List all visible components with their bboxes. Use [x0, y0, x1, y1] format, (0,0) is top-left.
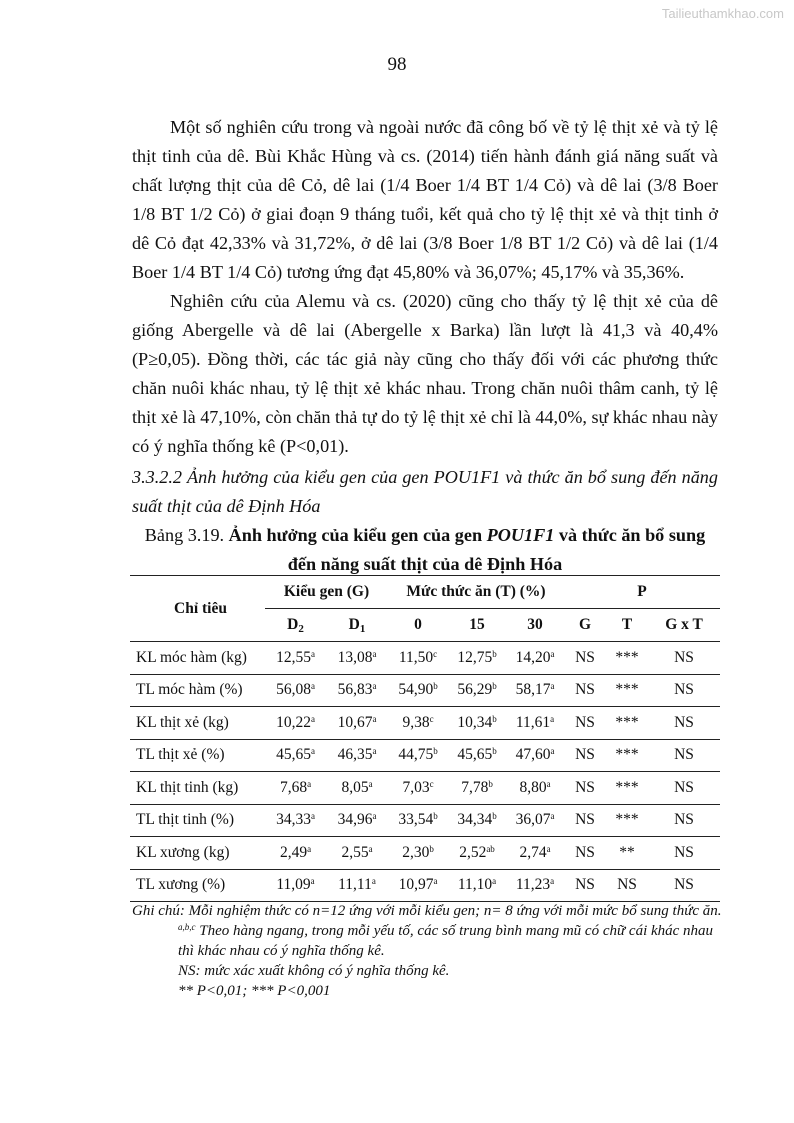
col-header-feed-level: 0	[388, 609, 448, 642]
col-header-feed-level: 15	[448, 609, 506, 642]
p-value-cell: ***	[606, 642, 648, 675]
caption-title-a: Ảnh hưởng của kiểu gen của gen	[228, 525, 487, 545]
value-cell	[388, 869, 448, 902]
row-label: TL thịt tinh (%)	[130, 804, 265, 837]
value-cell	[388, 837, 448, 870]
value-cell	[388, 804, 448, 837]
cell-superscript: a	[310, 876, 315, 887]
value-cell	[265, 642, 326, 675]
cell-superscript: a	[550, 811, 555, 822]
table-row	[130, 707, 720, 740]
genotype-subscript: 2	[298, 623, 304, 635]
page-number: 98	[387, 54, 407, 75]
col-header-indicator: Chỉ tiêu	[130, 576, 265, 642]
cell-value: 2,30	[402, 843, 430, 861]
col-header-genotype	[326, 609, 388, 642]
cell-superscript: a	[372, 713, 377, 724]
row-label: KL thịt tinh (kg)	[130, 772, 265, 805]
cell-value: 34,34	[457, 811, 493, 829]
cell-superscript: ab	[486, 843, 495, 854]
cell-value: 12,75	[457, 648, 493, 666]
cell-superscript: a	[550, 648, 555, 659]
cell-value: 54,90	[398, 681, 434, 699]
p-value-cell: ***	[606, 707, 648, 740]
p-value-cell: NS	[606, 869, 648, 902]
value-cell	[448, 642, 506, 675]
p-value-cell: NS	[564, 837, 606, 870]
cell-superscript: a	[433, 876, 438, 887]
cell-value: 2,52	[459, 843, 487, 861]
row-label: TL thịt xẻ (%)	[130, 739, 265, 772]
value-cell	[448, 837, 506, 870]
col-header-p: T	[606, 609, 648, 642]
value-cell	[326, 674, 388, 707]
paragraph-1: Một số nghiên cứu trong và ngoài nước đã công bố về tỷ lệ thịt xẻ và tỷ lệ thịt tinh của dê. Bùi Khắc Hùng và cs. (2014) tiến hành đánh giá năng suất và chất lượng thịt của dê Cỏ, dê lai (1/4 Boer 1/4 BT 1/4 Cỏ) và dê lai (3/8 Boer 1/8 BT 1/2 Cỏ) ở giai đoạn 9 tháng tuổi, kết quả cho tỷ lệ thịt xẻ và thịt tinh ở dê Cỏ đạt 42,33% và 31,72%, ở dê lai (3/8 Boer 1/8 BT 1/2 Cỏ) và dê lai (1/4 Boer 1/4 BT 1/4 Cỏ) tương ứng đạt 45,80% và 36,07%; 45,17% và 35,36%.	[132, 117, 718, 282]
value-cell	[448, 869, 506, 902]
value-cell	[265, 869, 326, 902]
cell-superscript: a	[372, 811, 377, 822]
cell-value: 11,09	[276, 876, 311, 894]
cell-superscript: b	[429, 843, 434, 854]
value-cell	[265, 707, 326, 740]
cell-superscript: a	[550, 681, 555, 692]
col-group-p: P	[564, 576, 720, 609]
cell-superscript: c	[433, 648, 438, 659]
cell-value: 10,34	[457, 713, 493, 731]
cell-superscript: a	[550, 746, 555, 757]
p-value-cell: NS	[648, 869, 720, 902]
section-subheading: 3.3.2.2 Ảnh hưởng của kiểu gen của gen POU1F1 và thức ăn bổ sung đến năng suất thịt của dê Định Hóa	[132, 467, 718, 516]
genotype-letter: D	[287, 616, 299, 633]
cell-value: 33,54	[398, 811, 434, 829]
cell-superscript: b	[492, 713, 497, 724]
col-header-feed-level: 30	[506, 609, 564, 642]
cell-superscript: a	[492, 876, 497, 887]
cell-superscript: a	[310, 681, 315, 692]
cell-superscript: b	[492, 811, 497, 822]
cell-superscript: c	[429, 713, 434, 724]
cell-value: 56,29	[457, 681, 493, 699]
value-cell	[388, 707, 448, 740]
caption-gene: POU1F1	[486, 525, 555, 545]
p-value-cell: NS	[648, 674, 720, 707]
table-row	[130, 739, 720, 772]
p-value-cell: NS	[564, 772, 606, 805]
row-label: KL xương (kg)	[130, 837, 265, 870]
cell-value: 56,08	[276, 681, 311, 699]
cell-value: 9,38	[402, 713, 430, 731]
p-value-cell: NS	[564, 707, 606, 740]
note-line-3: NS: mức xác xuất không có ý nghĩa thống kê.	[178, 963, 450, 979]
p-value-cell: NS	[564, 739, 606, 772]
p-value-cell: **	[606, 837, 648, 870]
value-cell	[326, 869, 388, 902]
value-cell	[506, 642, 564, 675]
cell-superscript: a	[372, 648, 377, 659]
cell-superscript: a	[307, 778, 312, 789]
value-cell	[388, 739, 448, 772]
table-notes	[132, 901, 732, 1001]
cell-superscript: a	[307, 843, 312, 854]
table-row	[130, 642, 720, 675]
value-cell	[388, 642, 448, 675]
cell-value: 56,83	[337, 681, 373, 699]
cell-superscript: b	[433, 746, 438, 757]
cell-value: 11,23	[515, 876, 551, 894]
genotype-subscript: 1	[359, 623, 366, 635]
cell-value: 2,74	[519, 843, 547, 861]
cell-value: 11,11	[338, 876, 372, 894]
value-cell	[326, 837, 388, 870]
cell-value: 11,50	[398, 648, 434, 666]
table-row	[130, 804, 720, 837]
cell-value: 7,03	[402, 778, 430, 796]
col-group-genotype: Kiểu gen (G)	[265, 576, 388, 609]
cell-value: 47,60	[515, 746, 551, 764]
value-cell	[448, 739, 506, 772]
value-cell	[506, 707, 564, 740]
value-cell	[265, 804, 326, 837]
cell-superscript: a	[310, 746, 315, 757]
p-value-cell: NS	[564, 804, 606, 837]
cell-value: 10,97	[398, 876, 434, 894]
cell-superscript: a	[372, 681, 377, 692]
genotype-letter: D	[348, 616, 360, 633]
watermark: Tailieuthamkhao.com	[661, 6, 784, 21]
cell-superscript: a	[546, 843, 551, 854]
table-caption	[130, 521, 720, 579]
table-row	[130, 674, 720, 707]
p-value-cell: NS	[648, 772, 720, 805]
value-cell	[448, 674, 506, 707]
cell-value: 8,05	[341, 778, 369, 796]
caption-title-b: và thức ăn bổ sung đến năng suất thịt của dê Định Hóa	[287, 525, 706, 574]
value-cell	[448, 804, 506, 837]
col-header-genotype	[265, 609, 326, 642]
note-line-2-text: Theo hàng ngang, trong mỗi yếu tố, các số trung bình mang mũ có chữ cái khác nhau thì khác nhau có ý nghĩa thống kê.	[178, 923, 714, 959]
caption-prefix: Bảng 3.19.	[144, 525, 229, 545]
p-value-cell: NS	[648, 804, 720, 837]
note-line-1: Ghi chú: Mỗi nghiệm thức có n=12 ứng với mỗi kiểu gen; n= 8 ứng với mỗi mức bổ sung thức ăn.	[132, 903, 722, 919]
value-cell	[265, 837, 326, 870]
cell-superscript: b	[433, 681, 438, 692]
value-cell	[506, 772, 564, 805]
cell-value: 2,55	[341, 843, 369, 861]
cell-superscript: b	[492, 648, 497, 659]
note-line-2	[132, 921, 732, 961]
p-value-cell: NS	[564, 869, 606, 902]
cell-superscript: a	[368, 843, 373, 854]
cell-value: 46,35	[337, 746, 373, 764]
p-value-cell: NS	[564, 674, 606, 707]
note-line-4: ** P<0,01; *** P<0,001	[178, 983, 331, 999]
p-value-cell: ***	[606, 674, 648, 707]
row-label: TL móc hàm (%)	[130, 674, 265, 707]
cell-value: 58,17	[515, 681, 551, 699]
cell-superscript: a	[550, 713, 555, 724]
cell-superscript: a	[372, 746, 377, 757]
value-cell	[388, 772, 448, 805]
value-cell	[506, 674, 564, 707]
cell-value: 45,65	[276, 746, 311, 764]
value-cell	[506, 869, 564, 902]
cell-value: 36,07	[515, 811, 551, 829]
cell-superscript: b	[488, 778, 493, 789]
cell-value: 10,22	[276, 713, 311, 731]
p-value-cell: ***	[606, 804, 648, 837]
p-value-cell: NS	[648, 837, 720, 870]
p-value-cell: NS	[564, 642, 606, 675]
cell-superscript: a	[550, 876, 555, 887]
cell-value: 10,67	[337, 713, 373, 731]
cell-superscript: a	[310, 811, 315, 822]
cell-value: 7,78	[461, 778, 489, 796]
cell-superscript: b	[433, 811, 438, 822]
cell-value: 34,33	[276, 811, 311, 829]
cell-superscript: b	[492, 681, 497, 692]
p-value-cell: NS	[648, 707, 720, 740]
cell-value: 34,96	[337, 811, 373, 829]
value-cell	[326, 707, 388, 740]
cell-value: 2,49	[279, 843, 308, 861]
cell-value: 45,65	[457, 746, 493, 764]
cell-value: 13,08	[337, 648, 373, 666]
col-group-feed: Mức thức ăn (T) (%)	[388, 576, 564, 609]
value-cell	[506, 739, 564, 772]
cell-value: 12,55	[276, 648, 311, 666]
col-header-p: G	[564, 609, 606, 642]
cell-value: 44,75	[398, 746, 434, 764]
value-cell	[448, 707, 506, 740]
value-cell	[448, 772, 506, 805]
cell-superscript: a	[310, 713, 315, 724]
col-header-p: G x T	[648, 609, 720, 642]
cell-superscript: b	[492, 746, 497, 757]
row-label: TL xương (%)	[130, 869, 265, 902]
p-value-cell: NS	[648, 642, 720, 675]
cell-superscript: a	[371, 876, 376, 887]
table-row	[130, 772, 720, 805]
cell-superscript: a	[368, 778, 373, 789]
cell-value: 11,10	[457, 876, 493, 894]
cell-superscript: c	[429, 778, 434, 789]
paragraph-2: Nghiên cứu của Alemu và cs. (2020) cũng cho thấy tỷ lệ thịt xẻ của dê giống Abergelle và dê lai (Abergelle x Barka) lần lượt là 41,3 và 40,4% (P≥0,05). Đồng thời, các tác giả này cũng cho thấy đối với các phương thức chăn nuôi khác nhau, tỷ lệ thịt xẻ khác nhau. Trong chăn nuôi thâm canh, tỷ lệ thịt xẻ là 47,10%, còn chăn thả tự do tỷ lệ thịt xẻ chỉ là 44,0%, sự khác nhau này có ý nghĩa thống kê (P<0,01).	[132, 291, 718, 456]
cell-value: 11,61	[515, 713, 551, 731]
cell-value: 8,80	[519, 778, 547, 796]
note-superscript: a,b,c	[178, 922, 196, 932]
value-cell	[265, 674, 326, 707]
results-table	[130, 575, 720, 902]
value-cell	[506, 804, 564, 837]
cell-superscript: a	[310, 648, 315, 659]
value-cell	[326, 642, 388, 675]
cell-value: 14,20	[515, 648, 551, 666]
value-cell	[265, 739, 326, 772]
row-label: KL thịt xẻ (kg)	[130, 707, 265, 740]
value-cell	[326, 804, 388, 837]
table-row	[130, 837, 720, 870]
cell-superscript: a	[546, 778, 551, 789]
p-value-cell: ***	[606, 772, 648, 805]
table-row	[130, 869, 720, 902]
p-value-cell: NS	[648, 739, 720, 772]
value-cell	[506, 837, 564, 870]
cell-value: 7,68	[279, 778, 308, 796]
value-cell	[326, 739, 388, 772]
p-value-cell: ***	[606, 739, 648, 772]
value-cell	[388, 674, 448, 707]
value-cell	[326, 772, 388, 805]
row-label: KL móc hàm (kg)	[130, 642, 265, 675]
value-cell	[265, 772, 326, 805]
